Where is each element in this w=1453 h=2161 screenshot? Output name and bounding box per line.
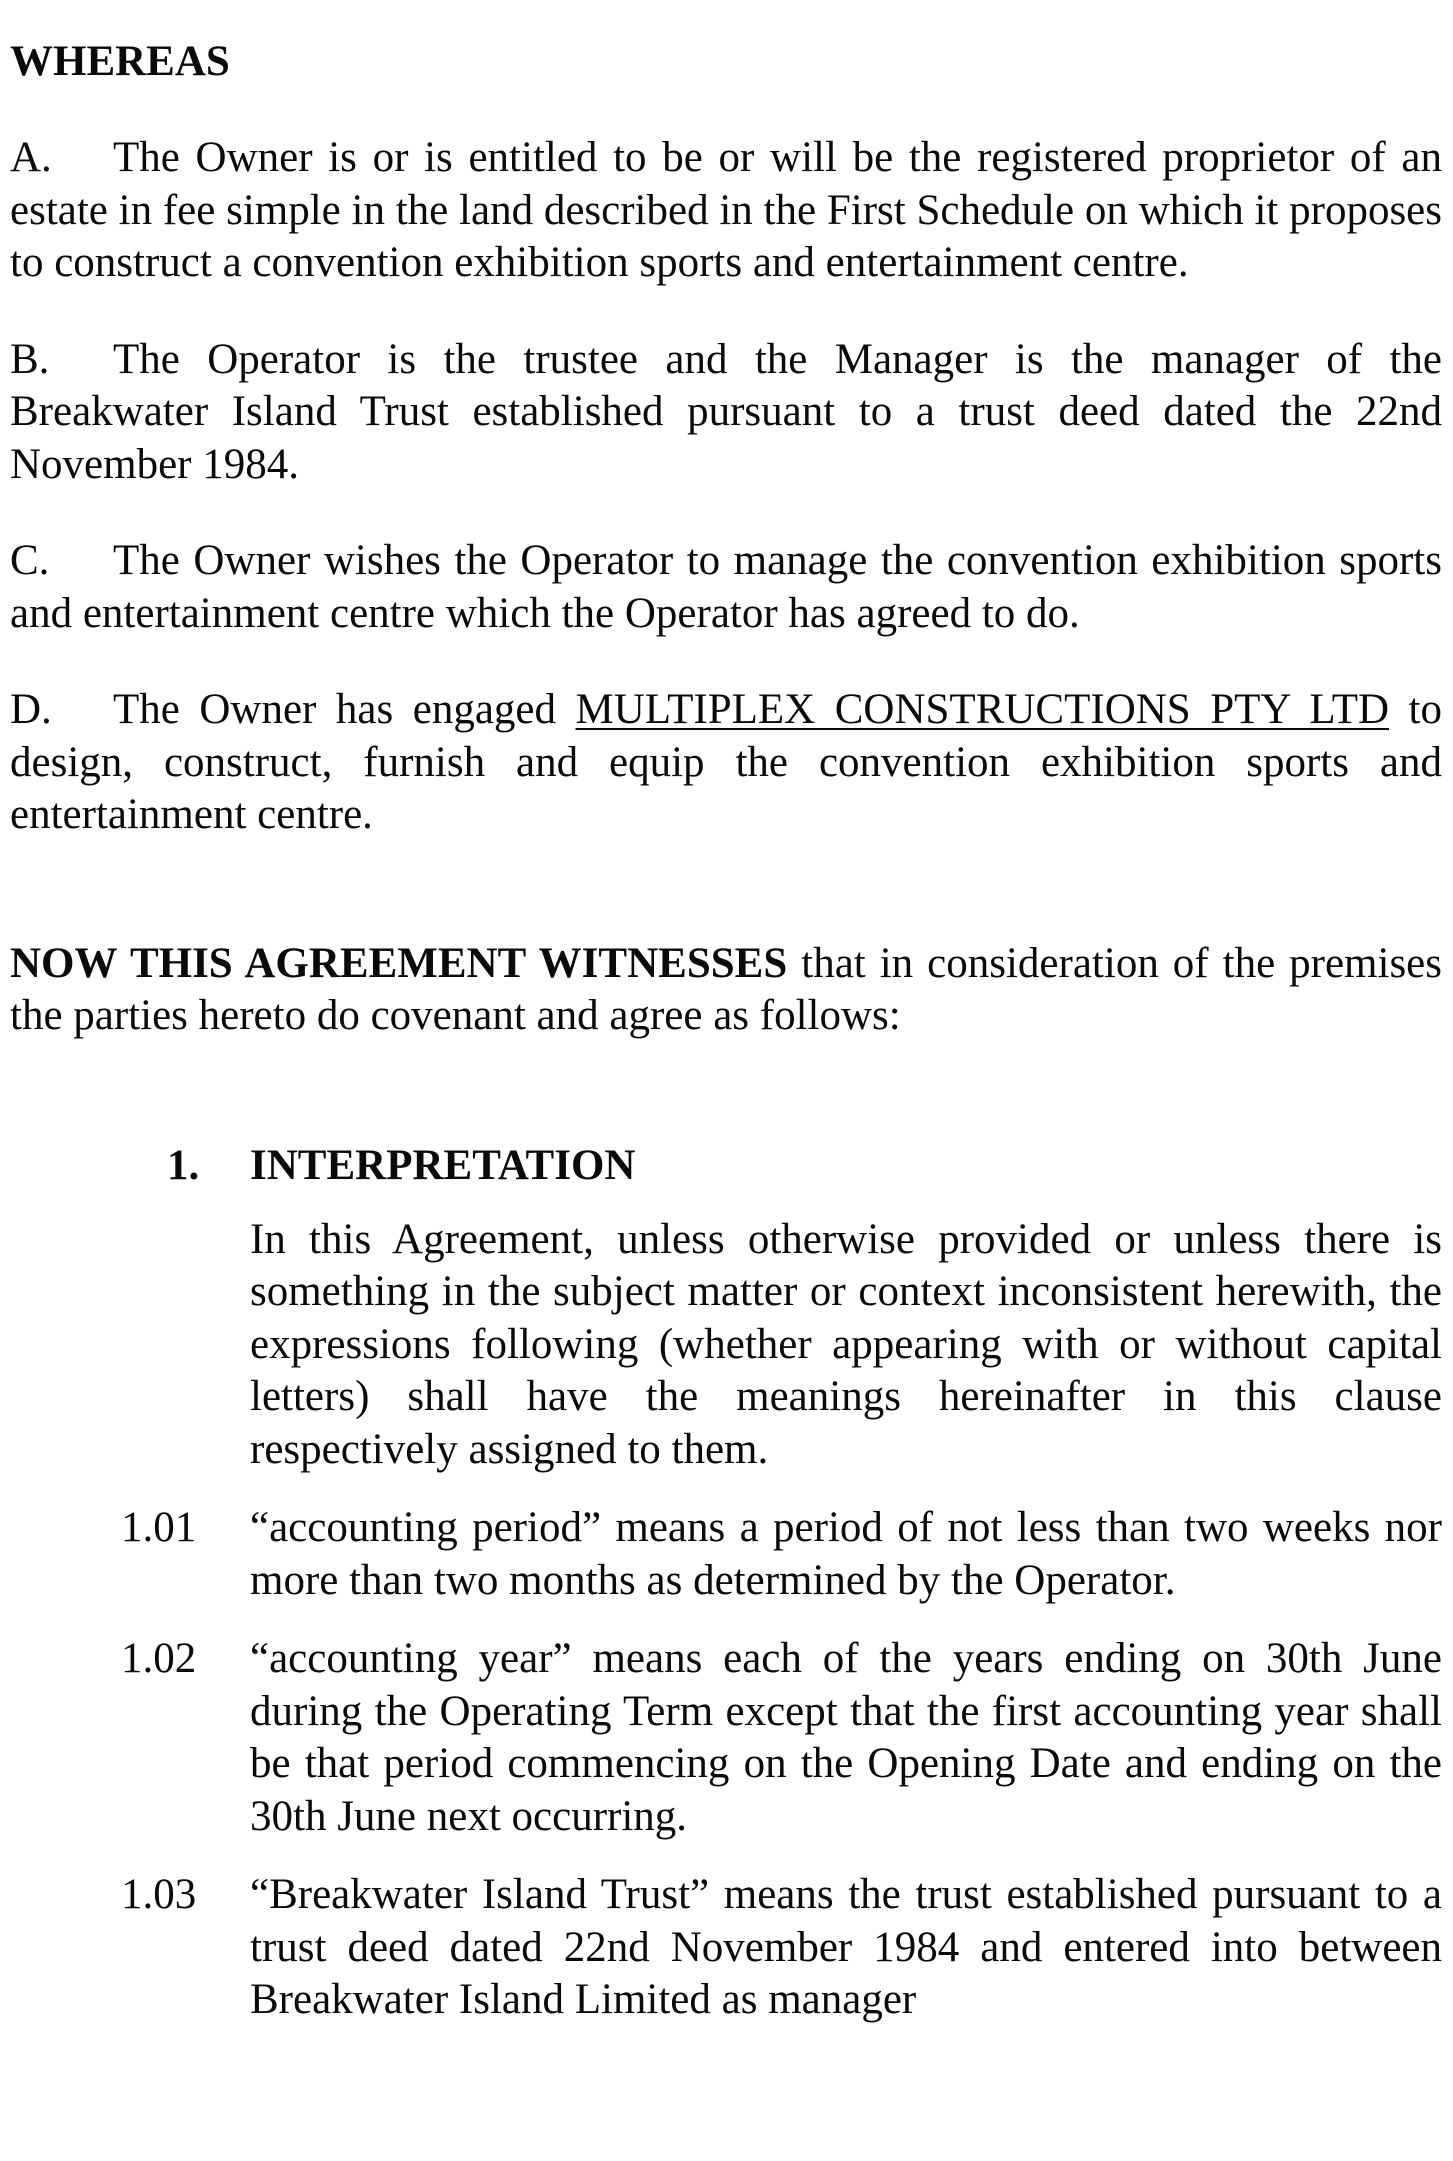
clause-text: “accounting period” means a period of not less than two weeks nor more than two months as determined by the Operator. [250, 1504, 1442, 1604]
recital-letter: D. [10, 686, 52, 733]
recital-text: The Owner wishes the Operator to manage the convention exhibition sports and entertainment centre which the Operator has agreed to do. [10, 537, 1442, 637]
recital-text-before: The Owner has engaged [113, 686, 576, 733]
witness-text: that in consideration of the premises the parties hereto do covenant and agree as follows: [10, 939, 1442, 1039]
recital-text: The Owner is or is entitled to be or will be the registered proprietor of an estate in fee simple in the land described in the First Schedule on which it proposes to construct a convention exhibition sports and entertainment centre. [10, 134, 1442, 286]
recital-letter: A. [10, 134, 52, 181]
contractor-name: MULTIPLEX CONSTRUCTIONS PTY LTD [575, 686, 1390, 733]
clause-1-03 [10, 1869, 1442, 2027]
clause-1-02 [10, 1633, 1442, 1843]
witness-clause [10, 938, 1442, 1043]
recital-text: The Operator is the trustee and the Manager is the manager of the Breakwater Island Trust established pursuant to a trust deed dated the 22nd November 1984. [10, 335, 1442, 488]
document-page [10, 36, 1442, 2027]
clause-number: 1.03 [121, 1871, 197, 1918]
recital-c [10, 535, 1442, 640]
clause-number: 1.02 [121, 1635, 197, 1682]
clause-1-01 [10, 1502, 1442, 1607]
clause-number: 1.01 [121, 1504, 197, 1551]
recital-text-after: to design, construct, furnish and equip the convention exhibition sports and entertainment centre. [10, 686, 1442, 838]
clause-text: “accounting year” means each of the years ending on 30th June during the Operating Term except that the first accounting year shall be that period commencing on the Opening Date and ending on the 30th June next occurring. [250, 1635, 1442, 1840]
recital-letter: B. [10, 335, 50, 383]
recital-d [10, 684, 1442, 842]
section-title: INTERPRETATION [250, 1141, 636, 1189]
recital-b [10, 334, 1442, 492]
witness-bold: NOW THIS AGREEMENT WITNESSES [10, 939, 788, 987]
section-heading [10, 1140, 1442, 1192]
section-number: 1. [167, 1141, 200, 1189]
recital-a [10, 132, 1442, 290]
clause-text: “Breakwater Island Trust” means the trust established pursuant to a trust deed dated 22nd November 1984 and entered into between Breakwater Island Limited as manager [250, 1871, 1442, 2023]
recital-letter: C. [10, 537, 50, 584]
section-intro: In this Agreement, unless otherwise provided or unless there is something in the subject matter or context inconsistent herewith, the expressions following (whether appearing with or without capital letters) shall have the meanings hereinafter in this clause respectively assigned to them. [250, 1215, 1442, 1473]
whereas-heading: WHEREAS [10, 38, 230, 85]
